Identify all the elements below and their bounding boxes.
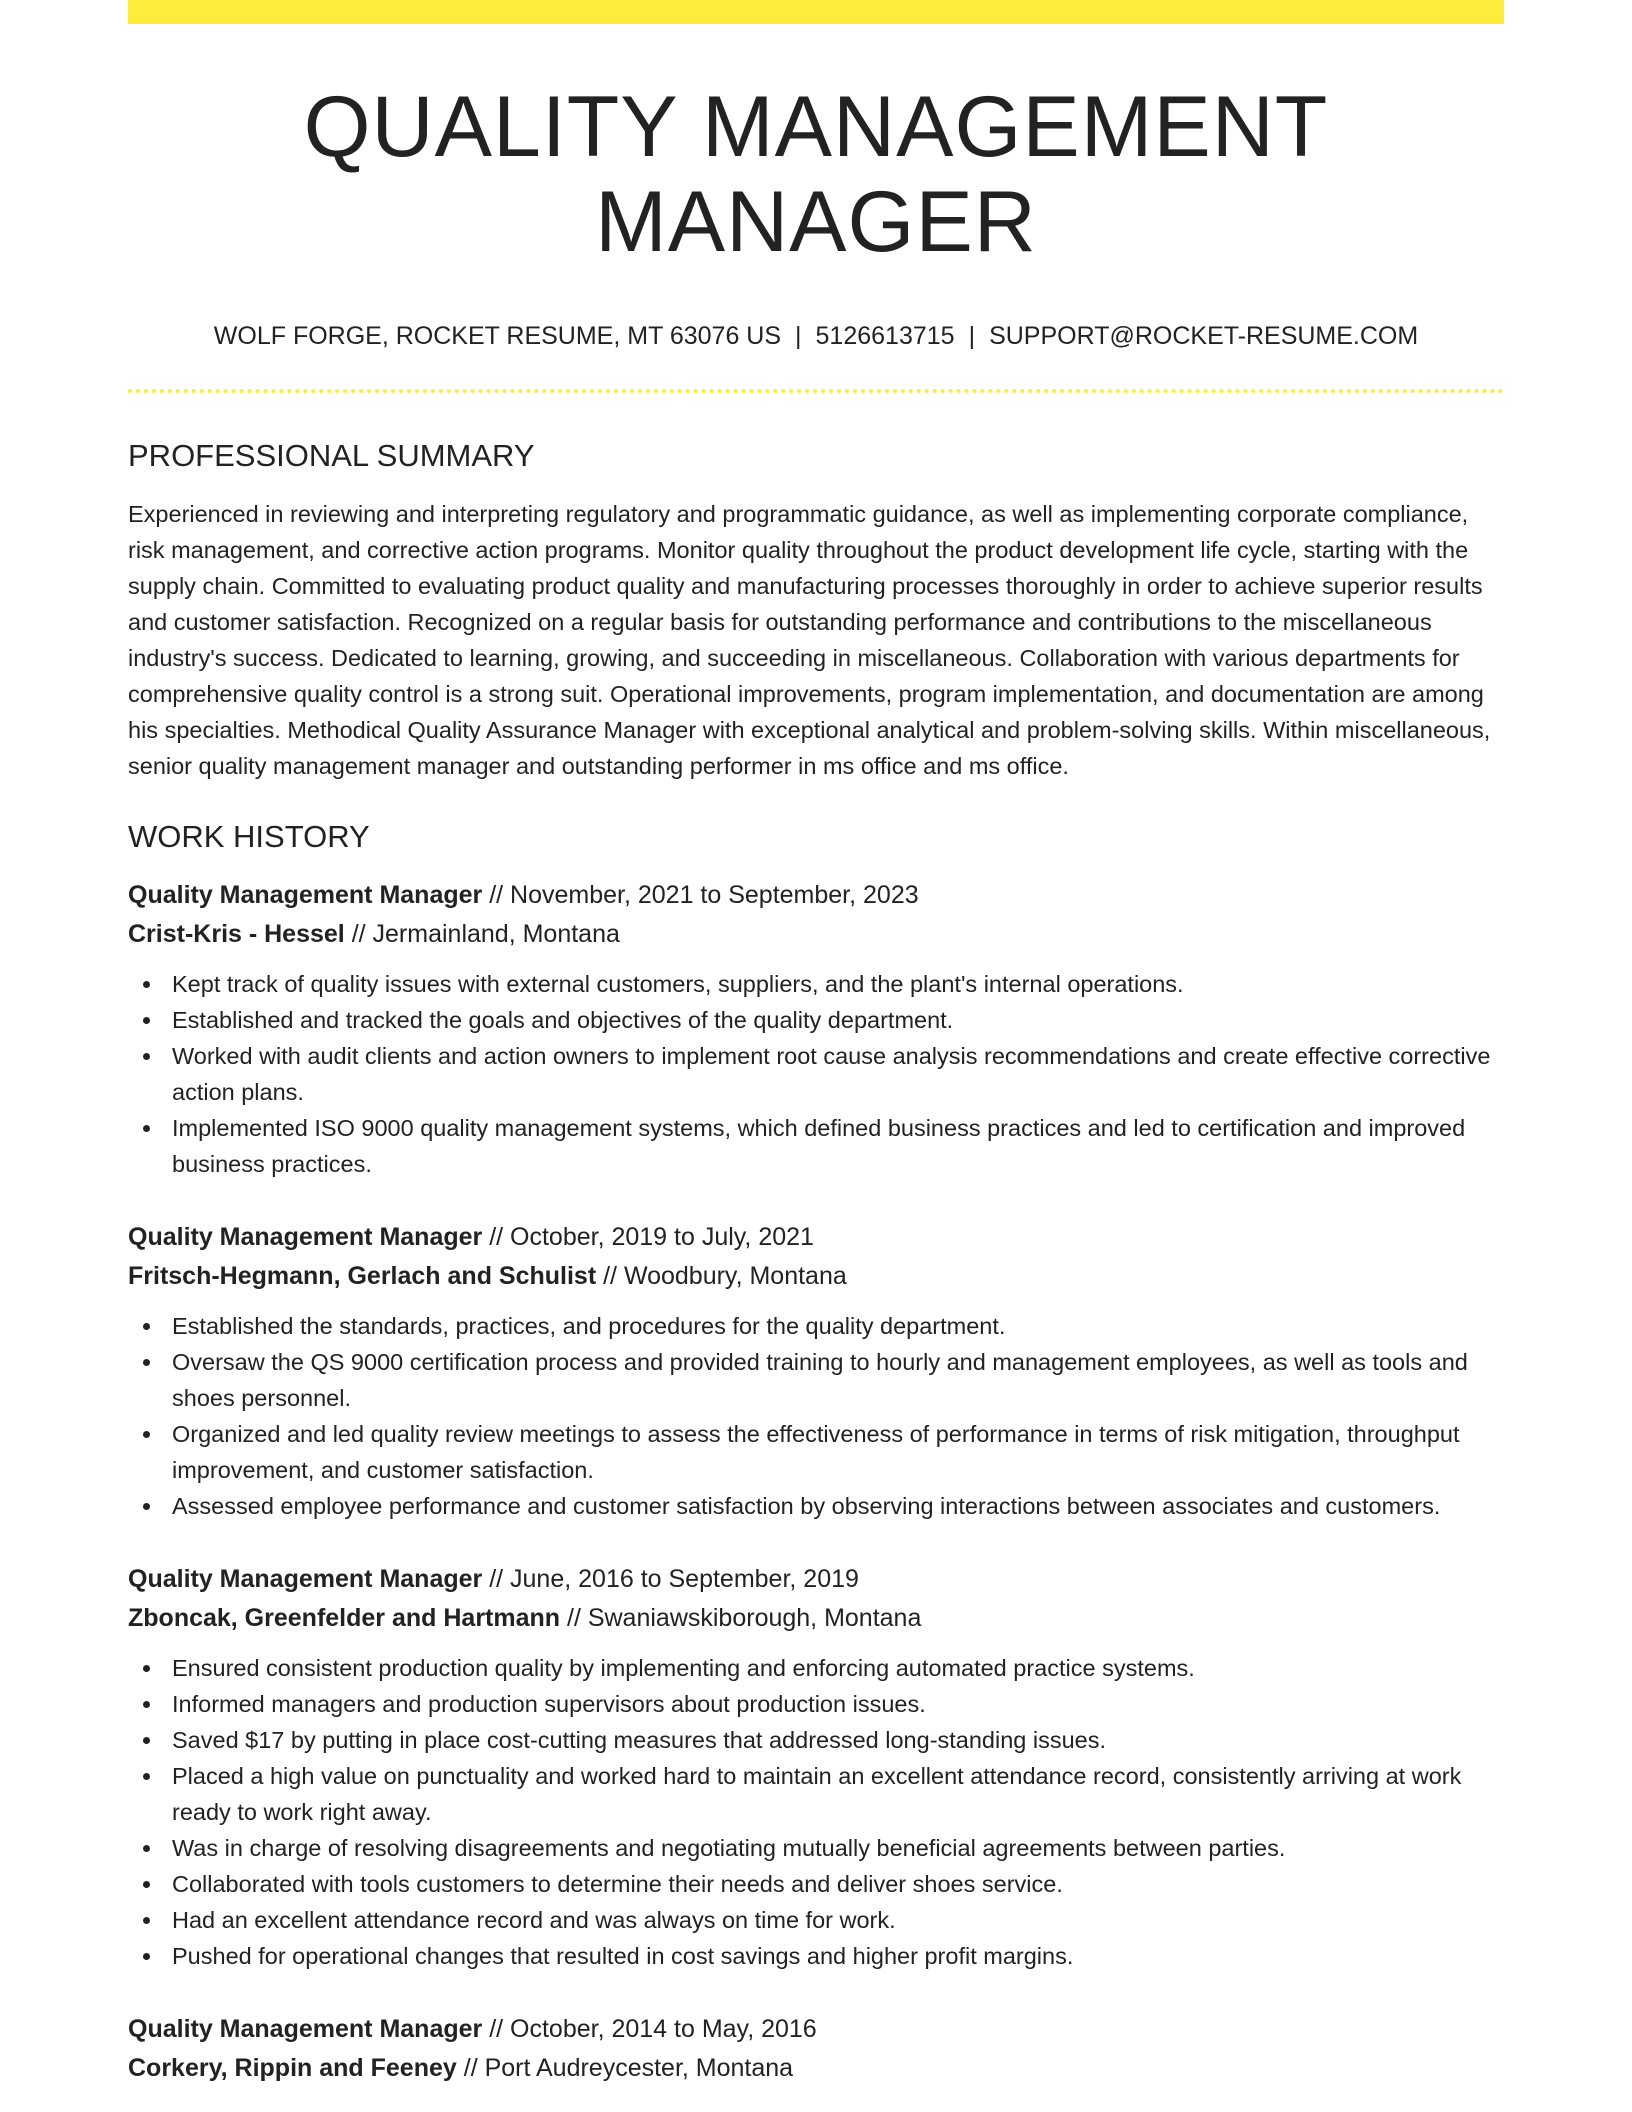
job-list xyxy=(128,876,1504,2088)
job-bullet: Collaborated with tools customers to determine their needs and deliver shoes service. xyxy=(128,1866,1504,1902)
job-location: // Swaniawskiborough, Montana xyxy=(560,1603,922,1632)
job-bullet: Was in charge of resolving disagreements and negotiating mutually beneficial agreements between parties. xyxy=(128,1830,1504,1866)
job-location: // Port Audreycester, Montana xyxy=(456,2053,794,2082)
job-bullet: Pushed for operational changes that resulted in cost savings and higher profit margins. xyxy=(128,1938,1504,1974)
job-dates: // June, 2016 to September, 2019 xyxy=(482,1564,859,1593)
job-bullet: Placed a high value on punctuality and worked hard to maintain an excellent attendance record, consistently arriving at work ready to work right away. xyxy=(128,1758,1504,1830)
job-bullet: Informed managers and production supervisors about production issues. xyxy=(128,1686,1504,1722)
job-bullet: Assessed employee performance and customer satisfaction by observing interactions between associates and customers. xyxy=(128,1488,1504,1524)
job-company-line xyxy=(128,1599,1504,1638)
job-title: Quality Management Manager xyxy=(128,2014,483,2043)
job-company-line xyxy=(128,2049,1504,2088)
resume-title: QUALITY MANAGEMENT MANAGER xyxy=(303,79,1329,270)
job-company: Crist-Kris - Hessel xyxy=(128,919,345,948)
contact-phone[interactable]: 5126613715 xyxy=(815,322,955,351)
contact-address: WOLF FORGE, ROCKET RESUME, MT 63076 US xyxy=(213,322,782,351)
contact-email[interactable]: SUPPORT@ROCKET-RESUME.COM xyxy=(989,322,1419,351)
job-bullet: Established and tracked the goals and objectives of the quality department. xyxy=(128,1002,1504,1038)
job-title-line xyxy=(128,1560,1504,1599)
job-location: // Jermainland, Montana xyxy=(344,919,620,948)
contact-separator: | xyxy=(968,322,976,351)
job-bullet: Oversaw the QS 9000 certification process and provided training to hourly and management employees, as well as tools and shoes personnel. xyxy=(128,1344,1504,1416)
contact-line xyxy=(128,321,1504,351)
job-bullet: Ensured consistent production quality by implementing and enforcing automated practice systems. xyxy=(128,1650,1504,1686)
job-dates: // October, 2019 to July, 2021 xyxy=(482,1222,814,1251)
job-dates: // November, 2021 to September, 2023 xyxy=(482,880,919,909)
summary-text: Experienced in reviewing and interpreting regulatory and programmatic guidance, as well as implementing corporate compliance, risk management, and corrective action programs. Monitor quality throughout the product development life cycle, starting with the supply chain. Committed to evaluating product quality and manufacturing processes thoroughly in order to achieve superior results and customer satisfaction. Recognized on a regular basis for outstanding performance and contributions to the miscellaneous industry's success. Dedicated to learning, growing, and succeeding in miscellaneous. Collaboration with various departments for comprehensive quality control is a strong suit. Operational improvements, program implementation, and documentation are among his specialties. Methodical Quality Assurance Manager with exceptional analytical and problem-solving skills. Within miscellaneous, senior quality management manager and outstanding performer in ms office and ms office. xyxy=(128,501,1491,780)
job-company-line xyxy=(128,1257,1504,1296)
job-bullet-list xyxy=(128,966,1504,1182)
job-title: Quality Management Manager xyxy=(128,880,483,909)
job-bullet: Established the standards, practices, and procedures for the quality department. xyxy=(128,1308,1504,1344)
job-title: Quality Management Manager xyxy=(128,1564,483,1593)
job-bullet: Organized and led quality review meetings to assess the effectiveness of performance in terms of risk mitigation, throughput improvement, and customer satisfaction. xyxy=(128,1416,1504,1488)
contact-separator: | xyxy=(795,322,802,351)
accent-bar xyxy=(128,0,1504,24)
job-title-line xyxy=(128,1218,1504,1257)
job-title: Quality Management Manager xyxy=(128,1222,483,1251)
dotted-divider xyxy=(128,389,1504,393)
job-bullet: Worked with audit clients and action owners to implement root cause analysis recommendations and create effective corrective action plans. xyxy=(128,1038,1504,1110)
resume-page xyxy=(128,0,1504,2088)
job-entry xyxy=(128,876,1504,1182)
summary-heading: PROFESSIONAL SUMMARY xyxy=(128,438,535,474)
job-company: Zboncak, Greenfelder and Hartmann xyxy=(128,1603,561,1632)
job-title-line xyxy=(128,876,1504,915)
work-history-heading: WORK HISTORY xyxy=(128,819,370,855)
job-location: // Woodbury, Montana xyxy=(596,1261,847,1290)
job-bullet: Kept track of quality issues with external customers, suppliers, and the plant's internal operations. xyxy=(128,966,1504,1002)
job-company: Fritsch-Hegmann, Gerlach and Schulist xyxy=(128,1261,597,1290)
job-company: Corkery, Rippin and Feeney xyxy=(128,2053,457,2082)
job-bullet-list xyxy=(128,1650,1504,1974)
job-company-line xyxy=(128,915,1504,954)
job-entry xyxy=(128,1560,1504,1974)
job-bullet: Had an excellent attendance record and was always on time for work. xyxy=(128,1902,1504,1938)
job-dates: // October, 2014 to May, 2016 xyxy=(482,2014,817,2043)
job-bullet-list xyxy=(128,1308,1504,1524)
job-entry xyxy=(128,1218,1504,1524)
job-bullet: Implemented ISO 9000 quality management systems, which defined business practices and led to certification and improved business practices. xyxy=(128,1110,1504,1182)
job-title-line xyxy=(128,2010,1504,2049)
job-bullet: Saved $17 by putting in place cost-cutting measures that addressed long-standing issues. xyxy=(128,1722,1504,1758)
job-entry xyxy=(128,2010,1504,2088)
